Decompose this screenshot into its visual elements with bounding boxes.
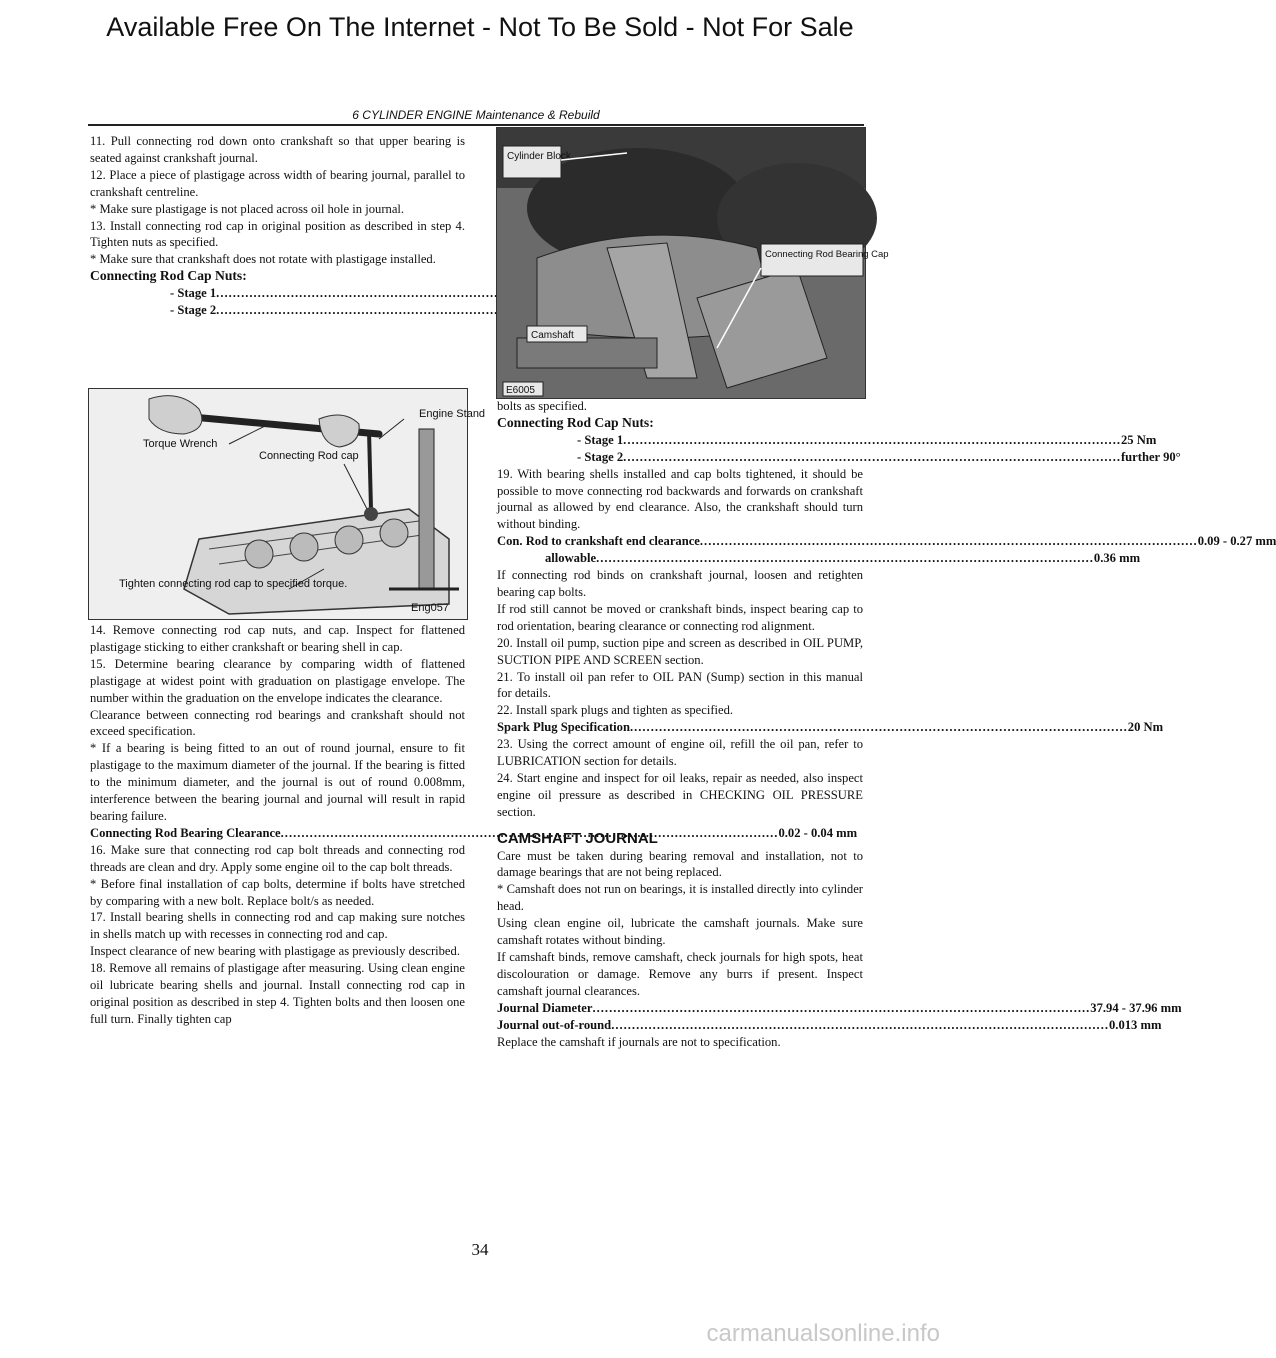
step-23: 23. Using the correct amount of engine oil, refill the oil pan, refer to LUBRICATION section for details. [497,737,863,769]
figure-caption: Tighten connecting rod cap to specified torque. [119,578,348,590]
step-11: 11. Pull connecting rod down onto crankshaft so that upper bearing is seated against crankshaft journal. [90,134,465,165]
step-24: 24. Start engine and inspect for oil leaks, repair as needed, also inspect engine oil pressure as described in CHECKING OIL PRESSURE section. [497,770,863,819]
note-bolt-stretch: * Before final installation of cap bolts, determine if bolts have stretched by comparing with a new bolt. Replace bolt/s as needed. [90,876,465,908]
leader-dots [630,719,1128,736]
torque-wrench-illustration [89,389,486,619]
distribution-banner: Available Free On The Internet - Not To Be Sold - Not For Sale [106,12,854,42]
step-22: 22. Install spark plugs and tighten as specified. [497,703,734,718]
step-13: 13. Install connecting rod cap in original position as described in step 4. Tighten nuts as specified. [90,218,465,250]
step-21: 21. To install oil pan refer to OIL PAN (Sump) section in this manual for details. [497,669,863,701]
step-17: 17. Install bearing shells in connecting rod and cap making sure notches in shells match up with recesses in connecting rod and cap. [90,910,465,942]
step-18: 18. Remove all remains of plastigage after measuring. Using clean engine oil lubricate bearing shells and journal. Install connecting rod cap in original position as described in step 4. Tighten bolts and then loosen one full turn. Finally tighten cap [90,961,465,1026]
spec-journal-diameter-label: Journal Diameter [497,1000,593,1015]
leader-dots [623,432,1121,449]
spec-stage-2 [497,449,1181,466]
spec-stage-2-value: further 90° [1120,449,1181,464]
note-crankshaft-rotate: * Make sure that crankshaft does not rotate with plastigage installed. [90,252,436,267]
spec-stage-1-label: - Stage 1 [170,286,217,301]
step-20: 20. Install oil pump, suction pipe and screen as described in OIL PUMP, SUCTION PIPE AND SCREEN section. [497,635,863,667]
step-12: 12. Place a piece of plastigage across width of bearing journal, parallel to crankshaft centreline. [90,167,465,199]
leader-dots [592,1000,1090,1017]
figure-code: E6005 [506,385,535,396]
cylinder-block-photo [497,128,889,398]
spec-end-clearance-label: Con. Rod to crankshaft end clearance [497,534,700,549]
rod-binds-note: If connecting rod binds on crankshaft journal, loosen and retighten bearing cap bolts. [497,568,863,599]
watermark: carmanualsonline.info [706,1320,940,1347]
leader-dots [623,449,1121,466]
spec-stage-1 [497,432,1157,449]
cam-bearing-note: * Camshaft does not run on bearings, it is installed directly into cylinder head. [497,882,863,914]
page-number: 34 [471,1240,489,1259]
spec-stage-2-label: - Stage 2 [577,449,624,464]
spec-allowable-value: 0.36 mm [1093,551,1141,566]
spec-end-clearance [497,533,1276,550]
left-column-top [90,133,465,319]
spec-journal-out-of-round [497,1017,1162,1034]
spec-journal-oor-label: Journal out-of-round [497,1017,612,1032]
note-out-of-round: * If a bearing is being fitted to an out of round journal, ensure to fit plastigage to the maximum diameter of the journal. If the bearing is fitted to the minimum diameter, and the journal is out of round 0.008mm, interference between the bearing journal and journal will result in rapid bearing failure. [90,741,465,823]
spec-stage-2 [90,302,465,319]
step-19: 19. With bearing shells installed and cap bolts tightened, it should be possible to move connecting rod backwards and forwards on crankshaft journal as allowed by end clearance. Also, the crankshaft should turn without binding. [497,466,863,532]
leader-dots [611,1017,1109,1034]
inspect-clearance: Inspect clearance of new bearing with plastigage as previously described. [90,944,460,959]
running-header: 6 CYLINDER ENGINE Maintenance & Rebuild [352,108,600,122]
step-15: 15. Determine bearing clearance by comparing width of flattened plastigage at widest point with graduation on plastigage envelope. The number within the graduation on the envelope indicates the clearance. [90,656,465,705]
spec-spark-plug [497,719,1164,736]
figure-code: Eng057 [411,602,449,614]
label-engine-stand: Engine Stand [419,408,486,420]
section-heading-camshaft-journal: CAMSHAFT JOURNAL [497,829,658,847]
spec-stage-1-label: - Stage 1 [577,432,624,447]
step-16: 16. Make sure that connecting rod cap bolt threads and connecting rod threads are clean and dry. Apply some engine oil to the cap bolt threads. [90,842,465,874]
figure-torque-wrench [88,388,486,620]
cam-binds: If camshaft binds, remove camshaft, check journals for high spots, heat discolouration or damage. Remove any burrs if present. Inspect camshaft journal clearances. [497,950,863,998]
spec-stage-1-value: 25 Nm [1120,432,1157,447]
spec-heading-rod-cap-nuts: Connecting Rod Cap Nuts: [90,268,247,284]
spec-journal-diameter-value: 37.94 - 37.96 mm [1090,1000,1182,1015]
label-cylinder-block: Cylinder Block [507,151,571,162]
cam-care-note: Care must be taken during bearing removal and installation, not to damage bearings that are not being replaced. [497,848,863,880]
replace-camshaft-note: Replace the camshaft if journals are not to specification. [497,1034,781,1049]
spec-spark-plug-label: Spark Plug Specification [497,720,630,735]
spec-journal-oor-value: 0.013 mm [1109,1017,1162,1032]
leader-dots [596,550,1094,567]
note-plastigage-oil-hole: * Make sure plastigage is not placed across oil hole in journal. [90,201,405,216]
leader-dots [700,533,1198,550]
rod-still-binds-note: If rod still cannot be moved or crankshaft binds, inspect bearing cap to rod orientation, bearing clearance or connecting rod alignment. [497,601,863,633]
right-column [497,398,1276,1050]
label-torque-wrench: Torque Wrench [143,438,218,450]
spec-spark-plug-value: 20 Nm [1127,720,1164,735]
spec-rod-bearing-clearance-value: 0.02 - 0.04 mm [778,825,858,840]
spec-stage-1 [90,285,465,302]
spec-allowable-label: allowable [545,551,597,566]
clearance-note: Clearance between connecting rod bearings and crankshaft should not exceed specification. [90,707,465,739]
spec-end-clearance-value: 0.09 - 0.27 mm [1197,534,1276,549]
cam-lubricate: Using clean engine oil, lubricate the camshaft journals. Make sure camshaft rotates without binding. [497,916,863,948]
spec-rod-bearing-clearance-label: Connecting Rod Bearing Clearance [90,825,281,840]
spec-heading-rod-cap-nuts: Connecting Rod Cap Nuts: [497,414,654,430]
spec-end-clearance-allowable [497,550,1141,567]
spec-stage-2-label: - Stage 2 [170,303,217,318]
label-connecting-rod-bearing-cap: Connecting Rod Bearing Cap [765,249,889,260]
step-18-continued: bolts as specified. [497,399,587,413]
header-rule [88,124,864,126]
figure-cylinder-block-photo [496,127,889,399]
label-connecting-rod-cap: Connecting Rod cap [259,450,359,462]
label-camshaft: Camshaft [531,330,574,341]
spec-journal-diameter [497,1000,1182,1017]
step-14: 14. Remove connecting rod cap nuts, and cap. Inspect for flattened plastigage sticking to either crankshaft or bearing shell in cap. [90,623,465,654]
